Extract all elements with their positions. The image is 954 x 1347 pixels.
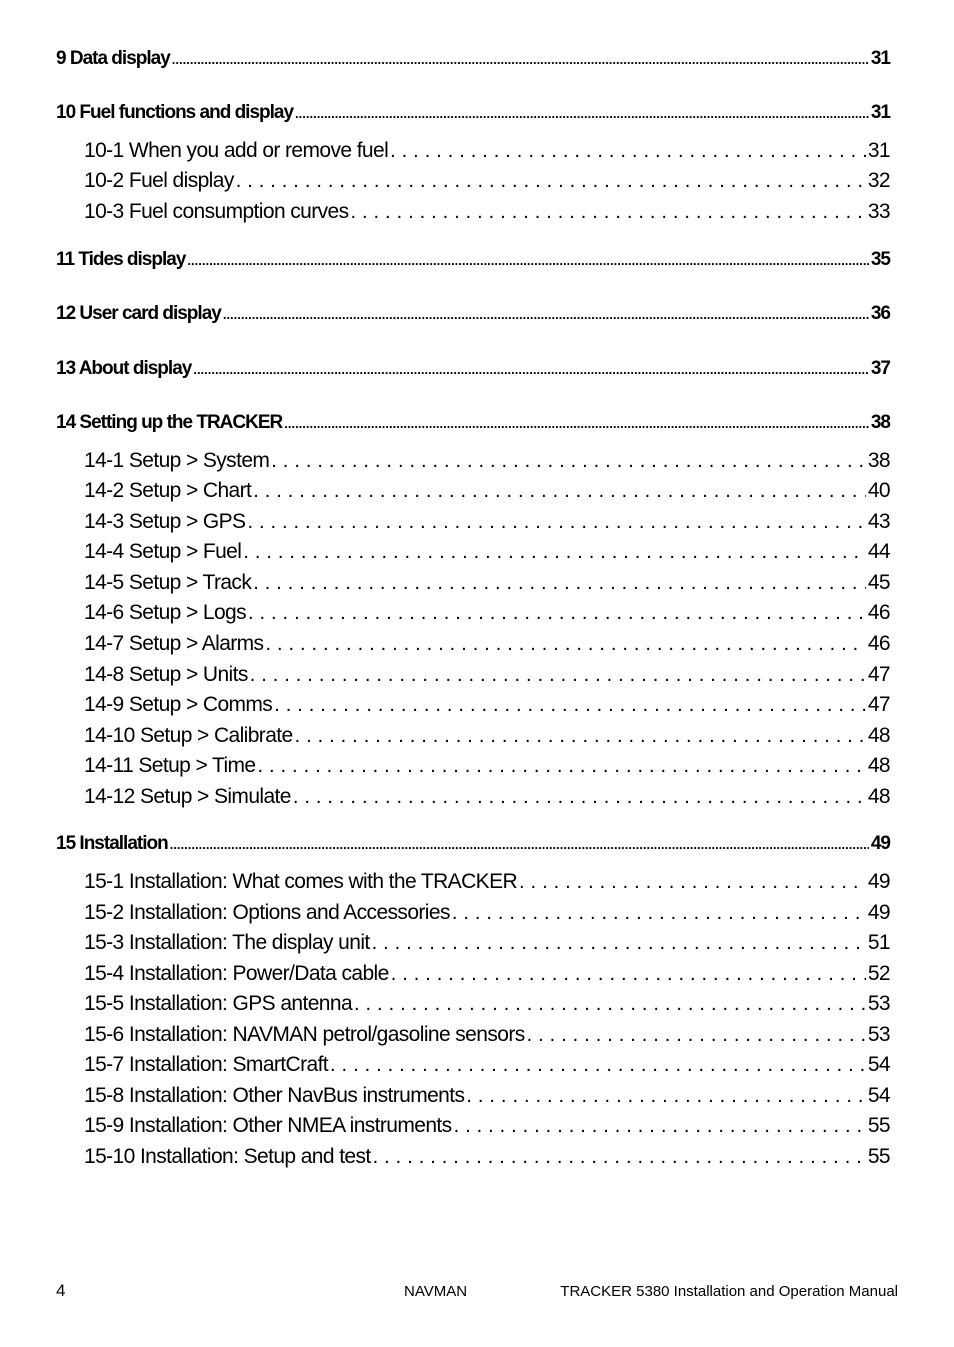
dot-leader xyxy=(271,449,866,473)
toc-entry[interactable] xyxy=(56,48,890,70)
toc-entry-label: 11 Tides display xyxy=(56,249,186,270)
toc-entry-label: 15-5 Installation: GPS antenna xyxy=(84,992,353,1015)
toc-entry-label: 14-9 Setup > Comms xyxy=(84,693,273,716)
toc-entry-label: 15-4 Installation: Power/Data cable xyxy=(84,962,389,985)
dot-leader xyxy=(390,139,866,163)
toc-entry-page: 45 xyxy=(867,571,890,594)
dot-leader xyxy=(354,992,866,1016)
dot-leader xyxy=(187,249,868,271)
toc-entry-label: 12 User card display xyxy=(56,303,221,324)
toc-entry[interactable] xyxy=(84,962,890,986)
toc-entry-label: 15-1 Installation: What comes with the TRACKER xyxy=(84,870,518,893)
dot-leader xyxy=(250,663,866,687)
toc-entry-page: 55 xyxy=(867,1145,890,1168)
toc-entry[interactable] xyxy=(84,1023,890,1047)
footer-brand: NAVMAN xyxy=(404,1283,468,1300)
toc-entry[interactable] xyxy=(56,249,890,271)
dot-leader xyxy=(372,931,866,955)
toc-entry-page: 44 xyxy=(867,540,890,563)
dot-leader xyxy=(527,1023,866,1047)
toc-entry[interactable] xyxy=(84,632,890,656)
toc-entry-page: 51 xyxy=(867,931,890,954)
toc-entry-page: 52 xyxy=(867,962,890,985)
toc-entry-label: 15-8 Installation: Other NavBus instruments xyxy=(84,1084,465,1107)
toc-entry-page: 36 xyxy=(870,303,890,324)
toc-entry[interactable] xyxy=(84,449,890,473)
dot-leader xyxy=(253,479,866,503)
toc-entry-label: 15-6 Installation: NAVMAN petrol/gasoline sensors xyxy=(84,1023,525,1046)
dot-leader xyxy=(466,1084,865,1108)
toc-entry[interactable] xyxy=(84,901,890,925)
dot-leader xyxy=(274,693,866,717)
toc-entry-label: 10-2 Fuel display xyxy=(84,169,234,192)
toc-entry-label: 14 Setting up the TRACKER xyxy=(56,412,283,433)
toc-entry-page: 53 xyxy=(867,992,890,1015)
dot-leader xyxy=(248,601,866,625)
toc-entry-page: 53 xyxy=(867,1023,890,1046)
toc-entry-label: 10 Fuel functions and display xyxy=(56,102,294,123)
dot-leader xyxy=(258,754,866,778)
toc-entry-page: 43 xyxy=(867,510,890,533)
toc-entry-label: 14-7 Setup > Alarms xyxy=(84,632,264,655)
dot-leader xyxy=(284,412,869,434)
toc-entry-label: 15-3 Installation: The display unit xyxy=(84,931,370,954)
toc-entry[interactable] xyxy=(84,931,890,955)
toc-entry-label: 10-3 Fuel consumption curves xyxy=(84,200,349,223)
toc-entry-page: 47 xyxy=(867,663,890,686)
toc-entry-label: 15 Installation xyxy=(56,833,168,854)
toc-entry[interactable] xyxy=(84,754,890,778)
toc-entry[interactable] xyxy=(84,601,890,625)
toc-entry-page: 46 xyxy=(867,601,890,624)
toc-entry-label: 9 Data display xyxy=(56,48,170,69)
toc-entry-label: 14-8 Setup > Units xyxy=(84,663,248,686)
dot-leader xyxy=(295,724,866,748)
toc-entry-label: 15-7 Installation: SmartCraft xyxy=(84,1053,329,1076)
dot-leader xyxy=(223,303,869,325)
toc-entry-label: 14-5 Setup > Track xyxy=(84,571,252,594)
toc-entry-label: 14-2 Setup > Chart xyxy=(84,479,252,502)
toc-entry-label: 14-10 Setup > Calibrate xyxy=(84,724,293,747)
toc-entry[interactable] xyxy=(84,992,890,1016)
toc-entry[interactable] xyxy=(56,102,890,124)
toc-entry-label: 14-1 Setup > System xyxy=(84,449,270,472)
toc-entry[interactable] xyxy=(84,1145,890,1169)
dot-leader xyxy=(172,48,869,70)
toc-entry-label: 14-3 Setup > GPS xyxy=(84,510,246,533)
toc-entry-page: 54 xyxy=(867,1053,890,1076)
toc-entry-page: 35 xyxy=(870,249,890,270)
toc-entry-page: 49 xyxy=(867,901,890,924)
toc-entry[interactable] xyxy=(84,139,890,163)
toc-entry-label: 14-12 Setup > Simulate xyxy=(84,785,291,808)
dot-leader xyxy=(193,358,869,380)
toc-entry-label: 13 About display xyxy=(56,358,192,379)
dot-leader xyxy=(170,833,869,855)
dot-leader xyxy=(265,632,865,656)
toc-entry[interactable] xyxy=(84,785,890,809)
toc-entry-page: 40 xyxy=(867,479,890,502)
dot-leader xyxy=(373,1145,866,1169)
toc-entry-label: 15-10 Installation: Setup and test xyxy=(84,1145,371,1168)
toc-entry[interactable] xyxy=(84,169,890,193)
toc-entry-page: 38 xyxy=(867,449,890,472)
toc-entry-label: 14-6 Setup > Logs xyxy=(84,601,247,624)
dot-leader xyxy=(519,870,866,894)
toc-entry[interactable] xyxy=(84,693,890,717)
toc-entry[interactable] xyxy=(84,724,890,748)
toc-entry-page: 54 xyxy=(867,1084,890,1107)
dot-leader xyxy=(391,962,866,986)
toc-entry-label: 14-4 Setup > Fuel xyxy=(84,540,242,563)
toc-entry-page: 49 xyxy=(867,870,890,893)
dot-leader xyxy=(253,571,866,595)
toc-entry-page: 48 xyxy=(867,724,890,747)
toc-entry[interactable] xyxy=(56,412,890,434)
toc-entry-page: 48 xyxy=(867,785,890,808)
toc-entry[interactable] xyxy=(84,200,890,224)
toc-entry-page: 55 xyxy=(867,1114,890,1137)
dot-leader xyxy=(293,785,866,809)
toc-entry[interactable] xyxy=(84,510,890,534)
page-footer xyxy=(0,1281,954,1303)
toc-entry[interactable] xyxy=(84,1114,890,1138)
dot-leader xyxy=(295,102,869,124)
toc-entry-label: 10-1 When you add or remove fuel xyxy=(84,139,389,162)
toc-entry[interactable] xyxy=(84,1084,890,1108)
toc-entry-page: 37 xyxy=(870,358,890,379)
toc-entry-page: 48 xyxy=(867,754,890,777)
dot-leader xyxy=(236,169,866,193)
toc-entry-page: 49 xyxy=(870,833,890,854)
toc-entry[interactable] xyxy=(84,540,890,564)
page-number: 4 xyxy=(56,1281,66,1300)
dot-leader xyxy=(454,1114,866,1138)
toc-entry-label: 14-11 Setup > Time xyxy=(84,754,256,777)
toc-entry[interactable] xyxy=(56,833,890,855)
toc-entry-label: 15-2 Installation: Options and Accessories xyxy=(84,901,450,924)
dot-leader xyxy=(351,200,866,224)
toc-entry[interactable] xyxy=(56,303,890,325)
dot-leader xyxy=(243,540,865,564)
dot-leader xyxy=(452,901,866,925)
toc-entry-page: 32 xyxy=(867,169,890,192)
toc-entry-page: 33 xyxy=(867,200,890,223)
toc-entry-page: 31 xyxy=(870,102,890,123)
toc-entry-page: 38 xyxy=(870,412,890,433)
toc-entry[interactable] xyxy=(84,663,890,687)
toc-entry[interactable] xyxy=(84,571,890,595)
toc-entry-label: 15-9 Installation: Other NMEA instruments xyxy=(84,1114,452,1137)
toc-entry-page: 31 xyxy=(870,48,890,69)
footer-manual-title: TRACKER 5380 Installation and Operation Manual xyxy=(560,1283,898,1300)
toc-entry[interactable] xyxy=(84,1053,890,1077)
toc-entry-page: 46 xyxy=(867,632,890,655)
dot-leader xyxy=(330,1053,866,1077)
toc-entry[interactable] xyxy=(84,870,890,894)
dot-leader xyxy=(247,510,865,534)
toc-entry[interactable] xyxy=(56,358,890,380)
toc-entry-page: 47 xyxy=(867,693,890,716)
toc-entry[interactable] xyxy=(84,479,890,503)
toc-entry-page: 31 xyxy=(867,139,890,162)
